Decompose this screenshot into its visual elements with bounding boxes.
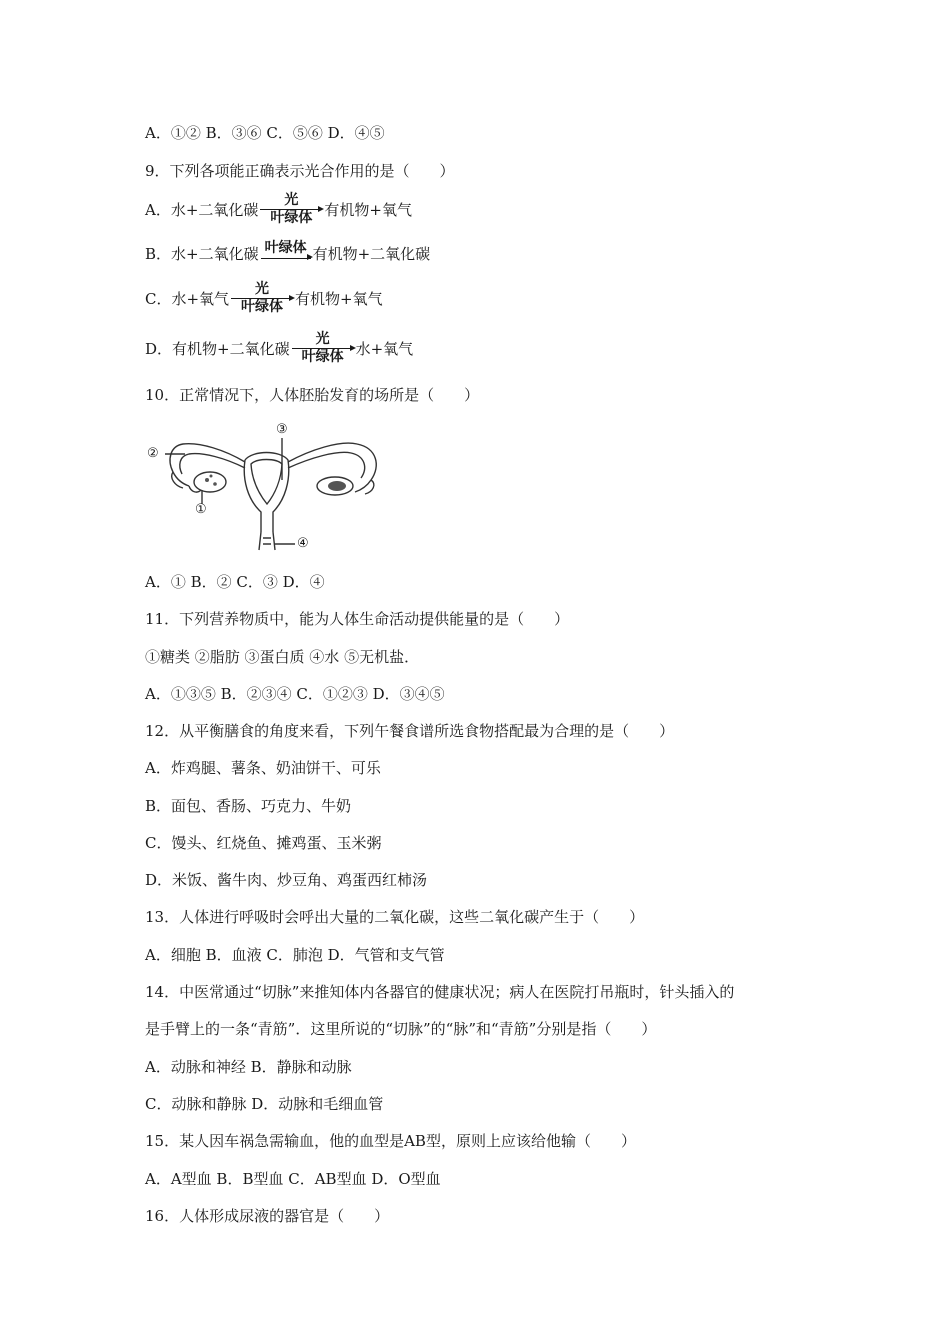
label-3: ③	[276, 422, 288, 437]
q12-option-c: C．馒头、红烧鱼、摊鸡蛋、玉米粥	[145, 834, 382, 852]
q11-stem: 11．下列营养物质中，能为人体生命活动提供能量的是（ ）	[145, 610, 570, 628]
q14-stem-line2: 是手臂上的一条“青筋”．这里所说的“切脉”的“脉”和“青筋”分别是指（ ）	[145, 1020, 657, 1038]
arrow-condition-top: 光	[255, 281, 270, 297]
q10-options: A．① B．② C．③ D．④	[145, 573, 325, 591]
arrow-line	[261, 258, 311, 259]
q14-stem-line1: 14．中医常通过“切脉”来推知体内各器官的健康状况；病人在医院打吊瓶时，针头插入的	[145, 983, 735, 1001]
reaction-arrow	[261, 240, 311, 259]
label-4: ④	[297, 536, 309, 551]
q16-stem: 16．人体形成尿液的器官是（ ）	[145, 1207, 390, 1225]
q9-a-prefix: A．水+二氧化碳	[145, 200, 259, 219]
q9-a-suffix: 有机物+氧气	[324, 200, 412, 219]
q15-options: A．A型血 B．B型血 C．AB型血 D．O型血	[145, 1170, 441, 1188]
q12-option-a: A．炸鸡腿、薯条、奶油饼干、可乐	[145, 759, 381, 777]
reaction-arrow	[260, 192, 322, 227]
q9-c-prefix: C．水+氧气	[145, 289, 230, 308]
q14-options-ab: A．动脉和神经 B．静脉和动脉	[145, 1058, 352, 1076]
arrow-line	[260, 209, 322, 210]
q9-d-suffix: 水+氧气	[355, 339, 414, 358]
uterus-illustration	[145, 420, 390, 555]
q9-b-suffix: 有机物+二氧化碳	[312, 245, 431, 263]
label-1: ①	[195, 502, 207, 517]
q13-stem: 13．人体进行呼吸时会呼出大量的二氧化碳，这些二氧化碳产生于（ ）	[145, 908, 645, 926]
q12-stem: 12．从平衡膳食的角度来看，下列午餐食谱所选食物搭配最为合理的是（ ）	[145, 722, 675, 740]
label-2: ②	[147, 446, 159, 461]
q9-b-prefix: B．水+二氧化碳	[145, 245, 259, 263]
arrow-condition-top: 光	[315, 331, 330, 347]
q9-option-b	[145, 239, 431, 264]
female-reproductive-system-diagram	[145, 420, 390, 555]
q15-stem: 15．某人因车祸急需输血，他的血型是AB型，原则上应该给他输（ ）	[145, 1132, 636, 1150]
q13-options: A．细胞 B．血液 C．肺泡 D．气管和支气管	[145, 946, 445, 964]
arrow-condition-bottom: 叶绿体	[301, 349, 344, 365]
q9-c-suffix: 有机物+氧气	[295, 289, 383, 308]
q9-d-prefix: D．有机物+二氧化碳	[145, 339, 290, 358]
reaction-arrow	[231, 281, 293, 316]
reaction-arrow	[292, 331, 354, 366]
q9-option-c	[145, 281, 383, 316]
arrow-condition-bottom: 叶绿体	[270, 210, 313, 226]
q9-option-a	[145, 192, 412, 227]
arrow-condition-top: 光	[284, 192, 299, 208]
q10-stem: 10．正常情况下，人体胚胎发育的场所是（ ）	[145, 386, 480, 404]
q8-options: A．①② B．③⑥ C．⑤⑥ D．④⑤	[145, 124, 385, 142]
q9-stem: 9．下列各项能正确表示光合作用的是（ ）	[145, 162, 455, 180]
arrow-line	[292, 348, 354, 349]
q11-items: ①糖类 ②脂肪 ③蛋白质 ④水 ⑤无机盐．	[145, 648, 420, 666]
q12-option-b: B．面包、香肠、巧克力、牛奶	[145, 797, 352, 815]
arrow-condition-top: 叶绿体	[264, 239, 307, 256]
arrow-condition-bottom: 叶绿体	[241, 299, 284, 315]
q14-options-cd: C．动脉和静脉 D．动脉和毛细血管	[145, 1095, 384, 1113]
arrow-line	[231, 298, 293, 299]
q11-options: A．①③⑤ B．②③④ C．①②③ D．③④⑤	[145, 685, 445, 703]
q9-option-d	[145, 331, 413, 366]
q12-option-d: D．米饭、酱牛肉、炒豆角、鸡蛋西红柿汤	[145, 871, 428, 889]
